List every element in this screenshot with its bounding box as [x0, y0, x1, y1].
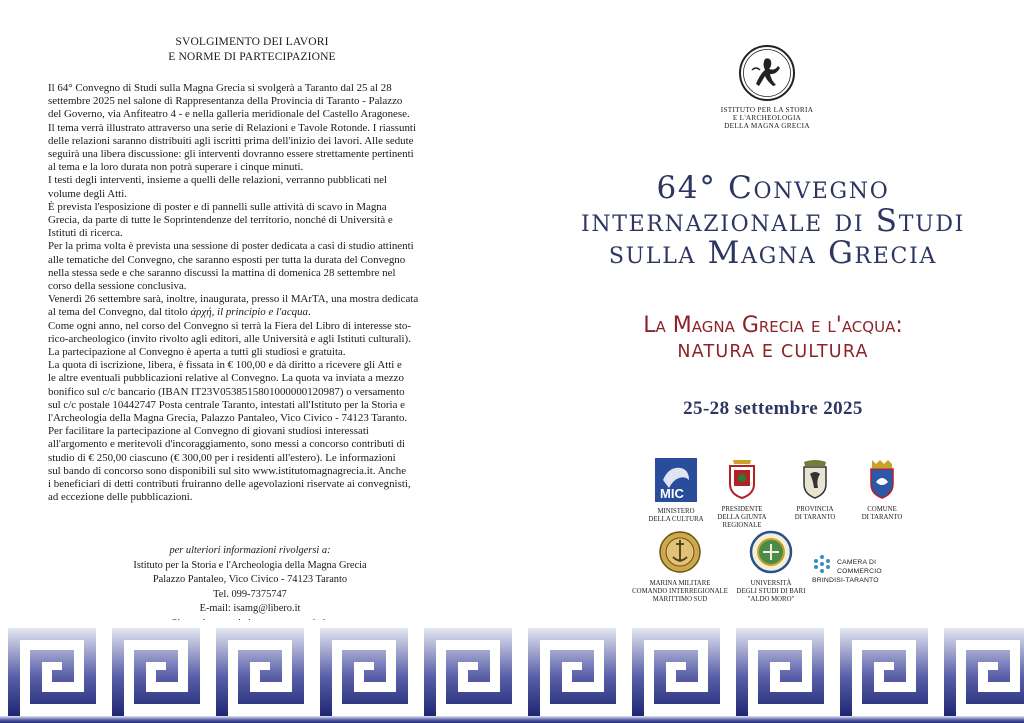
rules-body-line: Per facilitare la partecipazione al Convegno di giovani studiosi interessati	[48, 425, 369, 438]
sponsor-caption-line: PROVINCIA	[796, 506, 834, 513]
contact-info	[80, 544, 420, 632]
rules-heading	[48, 34, 456, 64]
provincia-taranto-crest-icon	[800, 458, 830, 500]
rules-body-line: ad eccezione delle pubblicazioni.	[48, 491, 193, 504]
rules-body-line: alle tematiche del Convegno, che saranno esposti per tutta la durata del Convegno	[48, 253, 406, 266]
convegno-title-line1: 64° Convegno	[656, 170, 890, 206]
rules-body-line: all'argomento e meritevoli d'incoraggiamento, sono messi a concorso contributi di	[48, 438, 405, 451]
sponsor-caption-line: DEGLI STUDI DI BARI	[736, 588, 806, 595]
sponsor-caption-line: MINISTERO	[657, 508, 695, 515]
rules-body-line: al tema del Convegno, dal titolo ἀρχή, il principio e l'acqua.	[48, 306, 311, 319]
institute-caption	[712, 106, 822, 131]
sponsor-caption	[850, 506, 914, 522]
marina-militare-seal-icon	[658, 530, 702, 574]
rules-body-line: I testi degli interventi, insieme a quelli delle relazioni, verranno pubblicati nel	[48, 174, 388, 187]
sponsor-marina	[628, 530, 732, 604]
sponsor-caption	[782, 506, 848, 522]
rules-body-line: sul c/c postale 10442747 Posta centrale Taranto, intestati all'Istituto per la Storia e	[48, 398, 405, 411]
sponsor-caption-line: COMANDO INTERREGIONALE	[632, 588, 728, 595]
exhibition-title: ἀρχή, il principio e l'acqua	[190, 306, 309, 319]
rules-body-line: l'Archeologia della Magna Grecia, Palazzo Pantaleo, Vico Civico - 74123 Taranto.	[48, 412, 408, 425]
rules-body	[48, 82, 456, 505]
sponsor-caption-line: CAMERA DI COMMERCIO	[837, 559, 882, 575]
sponsor-caption-line: COMUNE	[867, 506, 897, 513]
rules-body-line: nella stessa sede e che saranno discussi la mattina di domenica 28 settembre nel	[48, 266, 396, 279]
rules-body-line: La quota di iscrizione, libera, è fissata in € 100,00 e dà diritto a ricevere gli Atti e	[48, 359, 402, 372]
rules-body-line: del Governo, via Anfiteatro 4 - e nella galleria meridionale del Castello Aragonese.	[48, 108, 410, 121]
comune-taranto-crest-icon	[867, 458, 897, 500]
theme-title-line2: NATURA E CULTURA	[677, 342, 869, 362]
rules-body-line: È prevista l'esposizione di poster e di pannelli sulle attività di scavo in Magna	[48, 200, 387, 213]
contact-line: Tel. 099-7375747	[213, 588, 287, 600]
sponsor-caption	[628, 580, 732, 604]
sponsor-caption-line: DI TARANTO	[794, 514, 836, 521]
svg-text:MiC: MiC	[660, 486, 684, 501]
left-panel	[48, 34, 456, 505]
convegno-title	[540, 172, 1006, 270]
rules-body-line: rico-archeologico (invito rivolto agli editori, alle Università e agli Istituti culturali).	[48, 332, 411, 345]
rules-body-line: volume degli Atti.	[48, 187, 127, 200]
sponsor-camera-commercio	[812, 554, 922, 585]
regione-puglia-crest-icon	[727, 458, 757, 500]
sponsor-universita	[730, 530, 812, 604]
universita-bari-seal-icon	[749, 530, 793, 574]
sponsor-caption-line: MARINA MILITARE	[649, 580, 711, 587]
rules-body-line: La partecipazione al Convegno è aperta a tutti gli studiosi e gratuita.	[48, 346, 346, 359]
institute-emblem-icon	[738, 44, 796, 102]
theme-title-line1: La Magna Grecia e l'acqua:	[643, 313, 903, 338]
rules-body-line: Istituti di ricerca.	[48, 227, 123, 240]
event-dates: 25-28 settembre 2025	[683, 398, 863, 419]
sponsor-provincia	[782, 458, 848, 522]
theme-title	[560, 312, 986, 366]
sponsor-caption	[700, 506, 784, 530]
rules-body-line: delle relazioni saranno distribuiti agli iscritti prima dell'inizio dei lavori. Alle sedute	[48, 134, 414, 147]
rules-body-line: studio di € 250,00 ciascuno (€ 300,00 per i residenti all'estero). Le informazioni	[48, 451, 396, 464]
rules-body-line: Grecia, da parte di tutte le Soprintendenze del territorio, nonché di Università e	[48, 214, 393, 227]
sponsor-caption	[730, 580, 812, 604]
sponsor-caption-line: BRINDISI-TARANTO	[812, 577, 879, 584]
institute-caption-line: ISTITUTO PER LA STORIA	[720, 106, 814, 114]
greek-meander-border	[0, 620, 1024, 723]
rules-body-line: sul bando di concorso sono disponibili sul sito www.istitutomagnagrecia.it. Anche	[48, 464, 407, 477]
rules-body-line: Come ogni anno, nel corso del Convegno si terrà la Fiera del Libro di interesse sto-	[48, 319, 411, 332]
rules-body-line: i beneficiari di detti contributi fruiranno delle agevolazioni riservate ai convegnisti,	[48, 478, 411, 491]
institute-caption-line: DELLA MAGNA GRECIA	[724, 122, 810, 131]
institute-logo	[712, 44, 822, 131]
contact-email: E-mail: isamg@libero.it	[199, 603, 301, 615]
rules-body-line: Per la prima volta è prevista una sessione di poster dedicata a casi di studio attinenti	[48, 240, 414, 253]
rules-body-line: bonifico sul c/c bancario (IBAN IT23V0538515801000000120987) o versamento	[48, 385, 405, 398]
sponsor-caption-line: DELLA CULTURA	[648, 516, 704, 523]
rules-body-line: Il tema verrà illustrato attraverso una serie di Relazioni e Tavole Rotonde. I riassunti	[48, 121, 416, 134]
rules-body-line: seguirà una libera discussione: gli interventi dovranno essere strettamente pertinenti	[48, 148, 414, 161]
sponsor-caption-line: DI TARANTO	[861, 514, 903, 521]
sponsor-caption-line: "ALDO MORO"	[747, 596, 795, 603]
rules-body-line: corso della sessione conclusiva.	[48, 280, 187, 293]
rules-heading-line1: SVOLGIMENTO DEI LAVORI	[175, 35, 329, 48]
contact-lead: per ulteriori informazioni rivolgersi a:	[169, 545, 331, 556]
rules-body-line: le altre eventuali pubblicazioni relative al Convegno. La quota va inviata a mezzo	[48, 372, 404, 385]
sponsor-caption-line: PRESIDENTE	[721, 506, 763, 513]
contact-line: Palazzo Pantaleo, Vico Civico - 74123 Taranto	[152, 574, 348, 586]
rules-body-line: Venerdì 26 settembre sarà, inoltre, inaugurata, presso il MArTA, una mostra dedicata	[48, 293, 419, 306]
convegno-title-line2: internazionale di Studi	[580, 202, 966, 239]
institute-caption-line: E L'ARCHEOLOGIA	[732, 114, 802, 123]
camera-commercio-logo-icon	[812, 554, 832, 574]
convegno-title-line3: sulla Magna Grecia	[608, 235, 938, 271]
sponsor-caption-line: DELLA GIUNTA REGIONALE	[717, 514, 767, 529]
contact-line: Istituto per la Storia e l'Archeologia della Magna Grecia	[133, 559, 367, 571]
sponsor-caption-line: UNIVERSITÀ	[750, 580, 792, 587]
sponsor-comune	[850, 458, 914, 522]
rules-body-line: Il 64° Convegno di Studi sulla Magna Grecia si svolgerà a Taranto dal 25 al 28	[48, 82, 392, 94]
rules-body-line: al tema e la loro durata non potrà superare i cinque minuti.	[48, 161, 304, 174]
sponsor-regione	[700, 458, 784, 530]
rules-body-line: settembre 2025 nel salone di Rappresentanza della Provincia di Taranto - Palazzo	[48, 95, 403, 108]
mic-logo-icon	[655, 458, 697, 502]
sponsor-caption-line: MARITTIMO SUD	[652, 596, 708, 603]
rules-heading-line2: E NORME DI PARTECIPAZIONE	[168, 50, 336, 63]
